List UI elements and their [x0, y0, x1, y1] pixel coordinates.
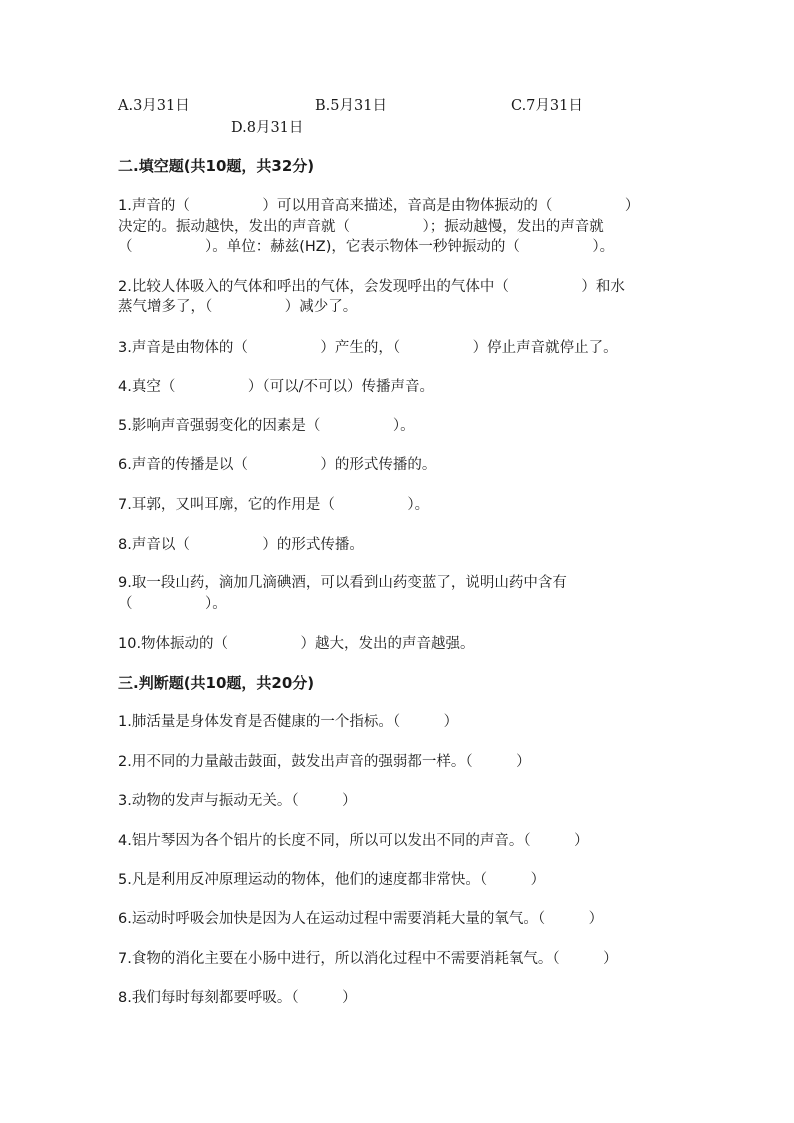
- fill-q5: 5.影响声音强弱变化的因素是（ ）。: [118, 418, 415, 434]
- section2-heading: 二.填空题(共10题，共32分): [118, 157, 315, 175]
- fill-q4: 4.真空（ ）（可以/不可以）传播声音。: [118, 379, 434, 395]
- judge-q2: 2.用不同的力量敲击鼓面，鼓发出声音的强弱都一样。（ ）: [118, 754, 531, 770]
- judge-q1: 1.肺活量是身体发育是否健康的一个指标。（ ）: [118, 714, 459, 730]
- fill-q6: 6.声音的传播是以（ ）的形式传播的。: [118, 457, 437, 473]
- fill-q8: 8.声音以（ ）的形式传播。: [118, 537, 364, 553]
- fill-q7: 7.耳郭，又叫耳廓，它的作用是（ ）。: [118, 497, 430, 513]
- fill-q1-line3: （ ）。单位：赫兹(HZ)，它表示物体一秒钟振动的（ ）。: [118, 239, 615, 255]
- fill-q2-line1: 2.比较人体吸入的气体和呼出的气体，会发现呼出的气体中（ ）和水: [118, 279, 625, 295]
- judge-q5: 5.凡是利用反冲原理运动的物体，他们的速度都非常快。（ ）: [118, 872, 546, 888]
- option-a: A.3月31日: [118, 98, 190, 114]
- section3-heading: 三.判断题(共10题，共20分): [118, 674, 315, 692]
- judge-q7: 7.食物的消化主要在小肠中进行，所以消化过程中不需要消耗氧气。（ ）: [118, 951, 618, 967]
- fill-q9-line1: 9.取一段山药，滴加几滴碘酒，可以看到山药变蓝了，说明山药中含有: [118, 575, 567, 591]
- fill-q2-line2: 蒸气增多了，（ ）减少了。: [118, 299, 358, 315]
- fill-q3: 3.声音是由物体的（ ）产生的，（ ）停止声音就停止了。: [118, 340, 618, 356]
- judge-q4: 4.铝片琴因为各个铝片的长度不同，所以可以发出不同的声音。（ ）: [118, 833, 589, 849]
- fill-q10: 10.物体振动的（ ）越大，发出的声音越强。: [118, 636, 475, 652]
- fill-q1-line1: 1.声音的（ ）可以用音高来描述，音高是由物体振动的（ ）: [118, 198, 640, 214]
- option-b: B.5月31日: [315, 98, 387, 114]
- judge-q6: 6.运动时呼吸会加快是因为人在运动过程中需要消耗大量的氧气。（ ）: [118, 911, 604, 927]
- judge-q8: 8.我们每时每刻都要呼吸。（ ）: [118, 990, 357, 1006]
- fill-q1-line2: 决定的。振动越快，发出的声音就（ ）；振动越慢，发出的声音就: [118, 219, 604, 235]
- option-d: D.8月31日: [231, 120, 304, 136]
- fill-q9-line2: （ ）。: [118, 596, 227, 612]
- judge-q3: 3.动物的发声与振动无关。（ ）: [118, 793, 357, 809]
- option-c: C.7月31日: [511, 98, 583, 114]
